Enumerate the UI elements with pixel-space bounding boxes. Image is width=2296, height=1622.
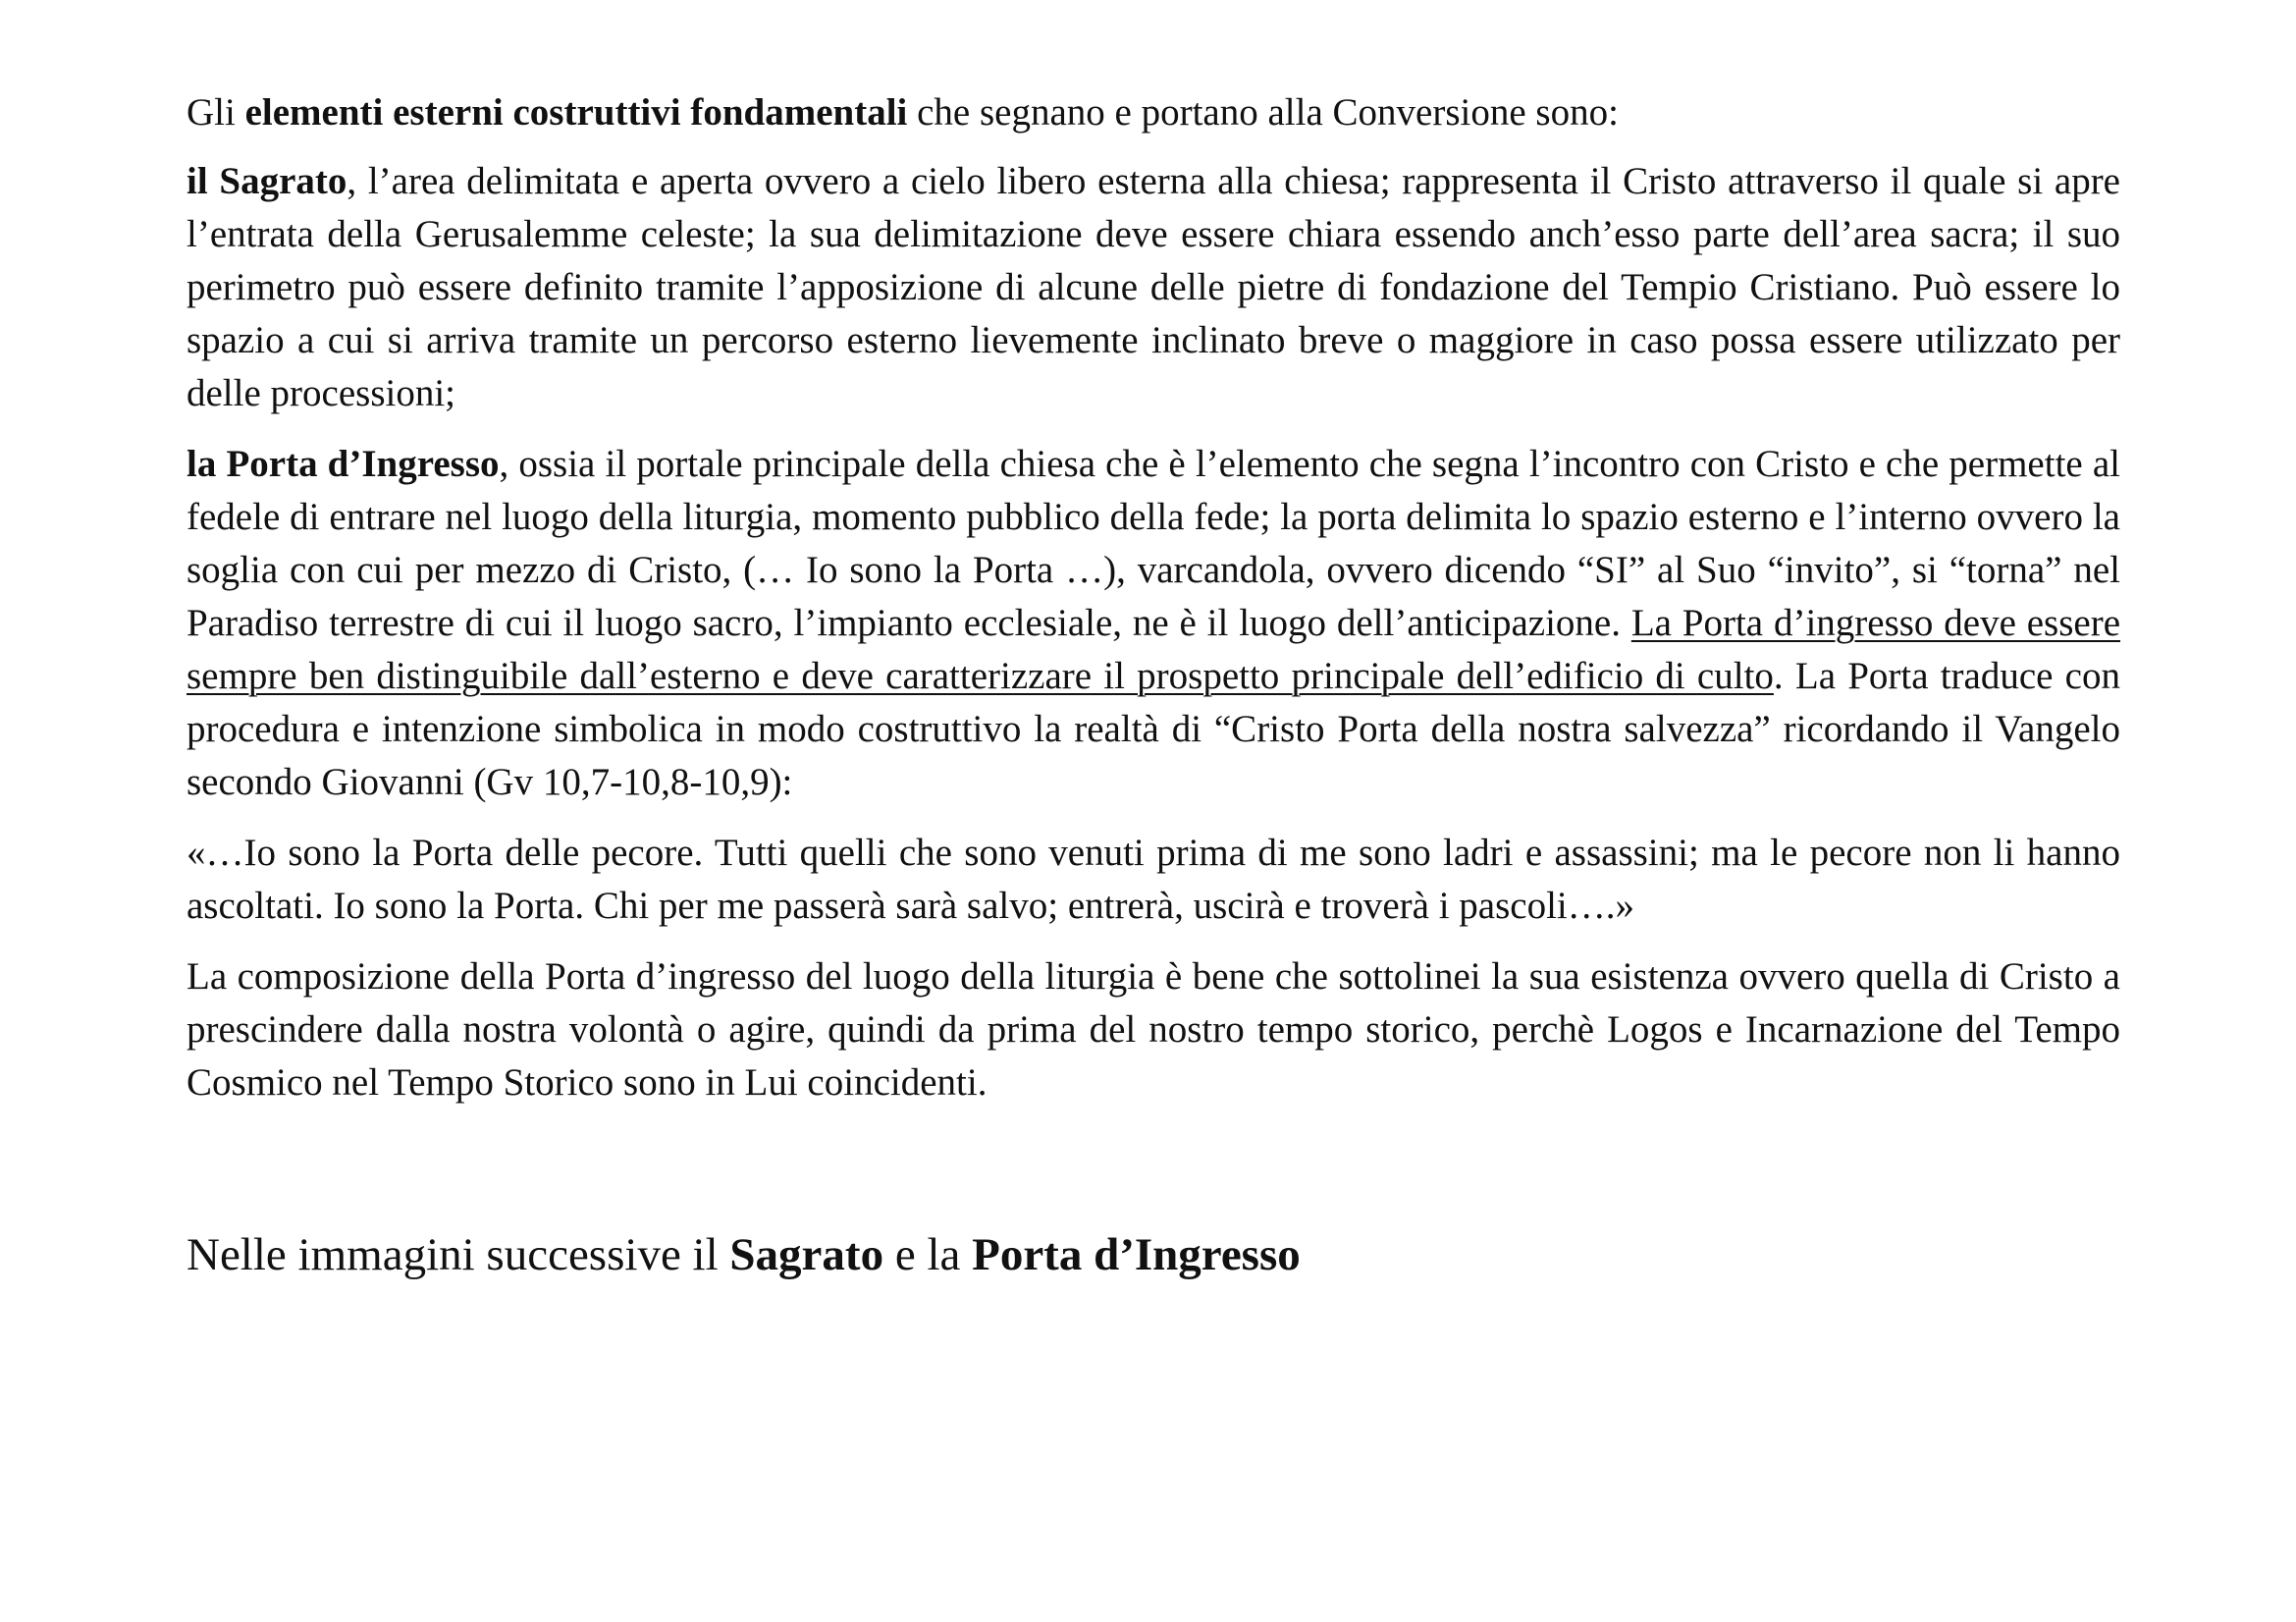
intro-pre: Gli bbox=[187, 91, 245, 134]
porta-text: , ossia il portale principale della chiesa che è l’elemento che segna l’incontro con Cristo e che permette al fedele di entrare nel luogo della liturgia, momento pubblico della fede; la porta delimita lo spazio esterno e l’interno ovvero la soglia con cui per mezzo di Cristo, (… Io sono la Porta …), varcandola, ovvero dicendo “SI” al Suo “invito”, si “torna” nel Paradiso terrestre di cui il luogo sacro, l’impianto ecclesiale, ne è il luogo dell’anticipazione. bbox=[187, 443, 2120, 644]
final-bold-sagrato: Sagrato bbox=[729, 1229, 884, 1280]
sagrato-paragraph bbox=[187, 155, 2120, 420]
final-pre: Nelle immagini successive il bbox=[187, 1229, 730, 1280]
gospel-quote: «…Io sono la Porta delle pecore. Tutti quelli che sono venuti prima di me sono ladri e assassini; ma le pecore non li hanno ascoltati. Io sono la Porta. Chi per me passerà sarà salvo; entrerà, uscirà e troverà i pascoli….» bbox=[187, 832, 2120, 927]
final-mid: e la bbox=[883, 1229, 973, 1280]
sagrato-text: , l’area delimitata e aperta ovvero a cielo libero esterna alla chiesa; rappresenta il Cristo attraverso il quale si apre l’entrata della Gerusalemme celeste; la sua delimitazione deve essere chiara essendo anch’esso parte dell’area sacra; il suo perimetro può essere definito tramite l’apposizione di alcune delle pietre di fondazione del Tempio Cristiano. Può essere lo spazio a cui si arriva tramite un percorso esterno lievemente inclinato breve o maggiore in caso possa essere utilizzato per delle processioni; bbox=[187, 160, 2120, 414]
intro-post: che segnano e portano alla Conversione sono: bbox=[907, 91, 1619, 134]
porta-after-text: . La Porta traduce con procedura e intenzione simbolica in modo costruttivo la realtà di “Cristo Porta della nostra salvezza” ricordando il Vangelo secondo Giovanni (Gv 10,7-10,8-10,9): bbox=[187, 655, 2120, 803]
porta-underlined-text: La Porta d’ingresso deve essere sempre ben distinguibile dall’esterno e deve caratterizzare il prospetto principale dell’edificio di culto bbox=[187, 602, 2121, 697]
intro-bold: elementi esterni costruttivi fondamentali bbox=[244, 91, 908, 134]
sagrato-heading: il Sagrato bbox=[187, 160, 347, 202]
final-caption bbox=[187, 1225, 2120, 1284]
composizione-paragraph: La composizione della Porta d’ingresso del luogo della liturgia è bene che sottolinei la sua esistenza ovvero quella di Cristo a prescindere dalla nostra volontà o agire, quindi da prima del nostro tempo storico, perchè Logos e Incarnazione del Tempo Cosmico nel Tempo Storico sono in Lui coincidenti. bbox=[187, 955, 2120, 1104]
document-page bbox=[187, 86, 2120, 1330]
porta-heading: la Porta d’Ingresso bbox=[187, 443, 500, 485]
porta-paragraph bbox=[187, 438, 2120, 809]
final-bold-porta: Porta d’Ingresso bbox=[972, 1229, 1301, 1280]
intro-paragraph bbox=[187, 86, 2120, 139]
